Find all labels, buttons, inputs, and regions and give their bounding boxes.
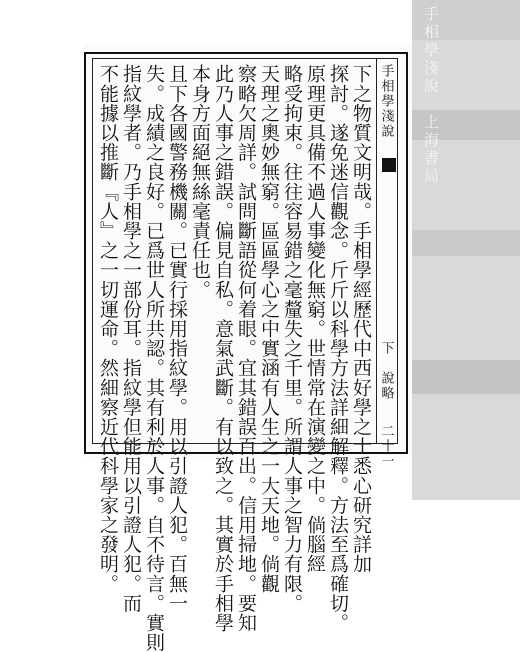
- text-column: 察略欠周詳。試問斷語從何着眼。宜其錯誤百出。信用掃地。要知: [235, 64, 257, 633]
- running-header: [378, 64, 396, 469]
- text-column: 天理之奧妙無窮。區區學心之中實涵有人生之一大天地。倘觀: [258, 64, 280, 594]
- text-column: 下之物質文明哉。手相學經歷代中西好學之士悉心研究詳加: [350, 64, 372, 574]
- text-column: 略受拘束。往往容易錯之毫釐失之千里。所謂人事之智力有限。: [281, 64, 303, 613]
- text-column: 不能據以推斷『人』之一切運命。然細察近代科學家之發明。: [97, 64, 119, 594]
- header-title: 手相學淺說: [378, 64, 394, 139]
- header-page-number: 二十一: [378, 424, 394, 469]
- text-column: 本身方面絕無絲毫責任也。: [189, 64, 211, 300]
- strip-faint-text: 手相學淺說 上海書局: [422, 6, 440, 186]
- header-section: 下 說略: [378, 341, 394, 401]
- text-column: 失。成績之良好。已爲世人所共認。其有利於人事。自不待言。實則: [143, 64, 165, 652]
- text-column: 此乃人事之錯誤。偏見自私。意氣武斷。有以致之。其實於手相學: [212, 64, 234, 633]
- text-column: 原理更具備不過人事變化無窮。世情常在演變之中。倘腦經: [304, 64, 326, 574]
- text-column: 且下各國警務機關。已實行採用指紋學。用以引證人犯。百無一: [166, 64, 188, 613]
- text-column: 探討。遂免迷信觀念。斤斤以科學方法詳細解釋。方法至爲確切。: [327, 64, 349, 633]
- fishtail-mark-icon: [382, 158, 396, 172]
- text-column: 指紋學者。乃手相學之一部份耳。指紋學但能用以引證人犯。而: [120, 64, 142, 613]
